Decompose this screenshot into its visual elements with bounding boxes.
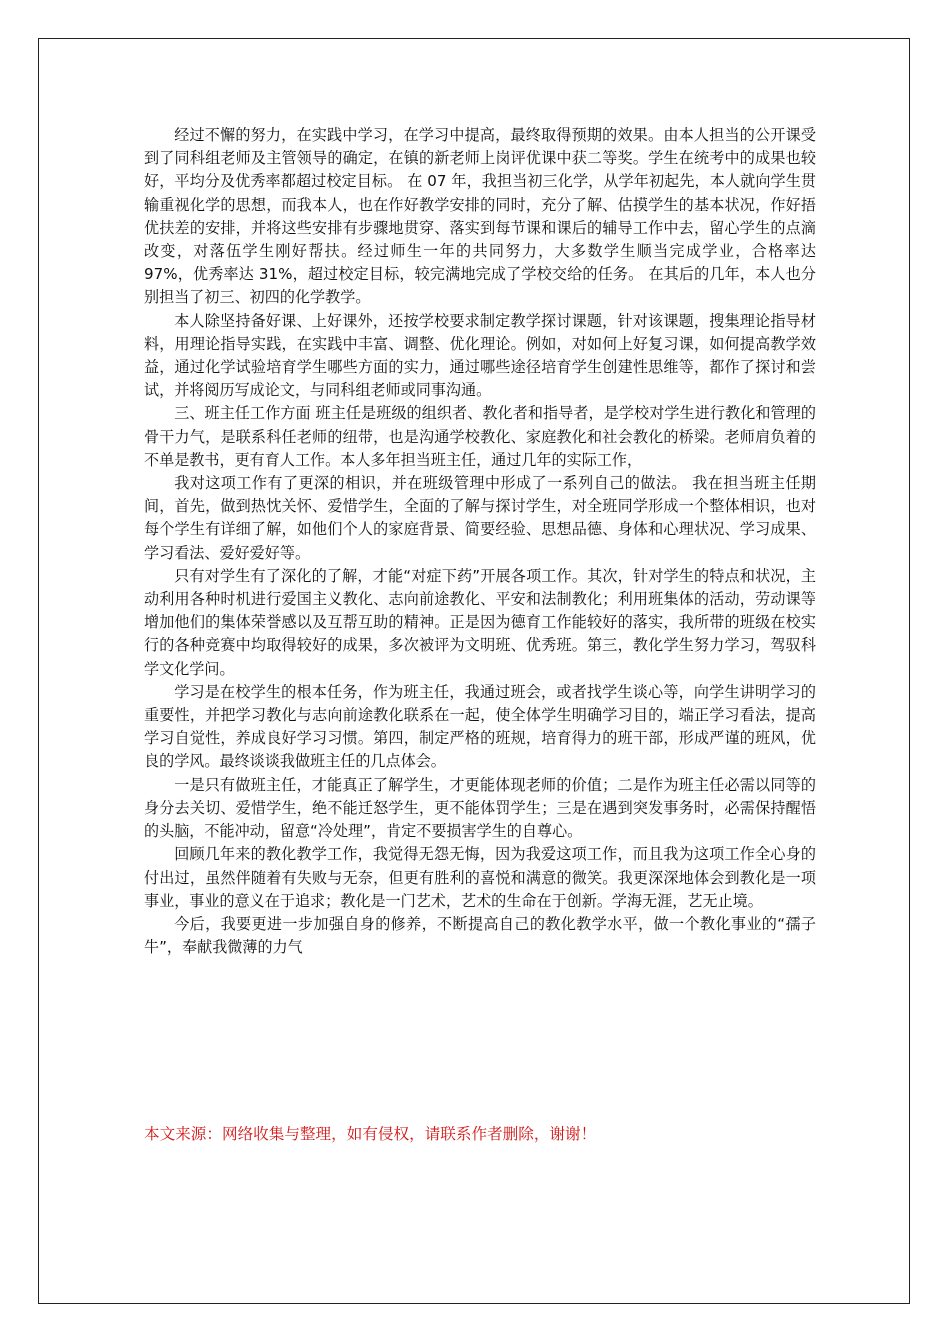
paragraph-review: 回顾几年来的教化教学工作，我觉得无怨无悔，因为我爱这项工作，而且我为这项工作全心身的付出过，虽然伴随着有失败与无奈，但更有胜利的喜悦和满意的微笑。我更深深地体会到教化是一项事业，事业的意义在于追求；教化是一门艺术，艺术的生命在于创新。学海无涯，艺无止境。 [144, 845, 816, 910]
paragraph-head-teacher-methods: 我对这项工作有了更深的相识，并在班级管理中形成了一系列自己的做法。 我在担当班主任期间，首先，做到热忱关怀、爱惜学生，全面的了解与探讨学生，对全班同学形成一个整体相识，也对每个学生有详细了解，如他们个人的家庭背景、简要经验、思想品德、身体和心理状况、学习成果、学习看法、爱好爱好等。 [144, 474, 816, 562]
paragraph-study-guidance: 学习是在校学生的根本任务，作为班主任，我通过班会，或者找学生谈心等，向学生讲明学习的重要性，并把学习教化与志向前途教化联系在一起，使全体学生明确学习目的，端正学习看法，提高学习自觉性，养成良好学习习惯。第四，制定严格的班规，培育得力的班干部，形成严谨的班风，优良的学风。最终谈谈我做班主任的几点体会。 [144, 682, 816, 771]
paragraph-reflections: 一是只有做班主任，才能真正了解学生，才更能体现老师的价值；二是作为班主任必需以同等的身分去关切、爱惜学生，绝不能迁怒学生，更不能体罚学生；三是在遇到突发事务时，必需保持醒悟的头脑，不能冲动，留意“冷处理”，肯定不要损害学生的自尊心。 [144, 775, 816, 841]
paragraph-teaching-results: 经过不懈的努力，在实践中学习，在学习中提高，最终取得预期的效果。由本人担当的公开课受到了同科组老师及主管领导的确定，在镇的新老师上岗评优课中获二等奖。学生在统考中的成果也较好，平均分及优秀率都超过校定目标。 在 07 年，我担当初三化学，从学年初起先，本人就向学生贯输重视化学的思想，而我本人，也在作好教学安排的同时，充分了解、估摸学生的基本状况，作好捂优扶差的安排，并将这些安排有步骤地贯穿、落实到每节课和课后的辅导工作中去，留心学生的点滴改变，对落伍学生刚好帮扶。经过师生一年的共同努力，大多数学生顺当完成学业，合格率达 97%，优秀率达 31%，超过校定目标，较完满地完成了学校交给的任务。 在其后的几年，本人也分别担当了初三、初四的化学教学。 [144, 126, 816, 307]
paragraph-future: 今后，我要更进一步加强自身的修养，不断提高自己的教化教学水平，做一个教化事业的“孺子牛”，奉献我微薄的力气 [144, 914, 816, 957]
paragraph-teaching-research: 本人除坚持备好课、上好课外，还按学校要求制定教学探讨课题，针对该课题，搜集理论指导材料，用理论指导实践，在实践中丰富、调整、优化理论。例如，对如何上好复习课，如何提高教学效益，通过化学试验培育学生哪些方面的实力，通过哪些途径培育学生创建性思维等，都作了探讨和尝试，并将阅历写成论文，与同科组老师或同事沟通。 [144, 311, 816, 400]
source-note: 本文来源：网络收集与整理，如有侵权，请联系作者删除，谢谢！ [144, 1125, 597, 1143]
document-body [144, 124, 816, 959]
paragraph-head-teacher-role: 三、班主任工作方面 班主任是班级的组织者、教化者和指导者，是学校对学生进行教化和管理的骨干力气，是联系科任老师的纽带，也是沟通学校教化、家庭教化和社会教化的桥梁。老师肩负着的不单是教书，更有育人工作。本人多年担当班主任，通过几年的实际工作， [144, 404, 816, 469]
paragraph-moral-education: 只有对学生有了深化的了解，才能“对症下药”开展各项工作。其次，针对学生的特点和状况，主动利用各种时机进行爱国主义教化、志向前途教化、平安和法制教化；利用班集体的活动，劳动课等增加他们的集体荣誉感以及互帮互助的精神。正是因为德育工作能较好的落实，我所带的班级在校实行的各种竞赛中均取得较好的成果，多次被评为文明班、优秀班。第三，教化学生努力学习，驾驭科学文化学问。 [144, 566, 816, 678]
